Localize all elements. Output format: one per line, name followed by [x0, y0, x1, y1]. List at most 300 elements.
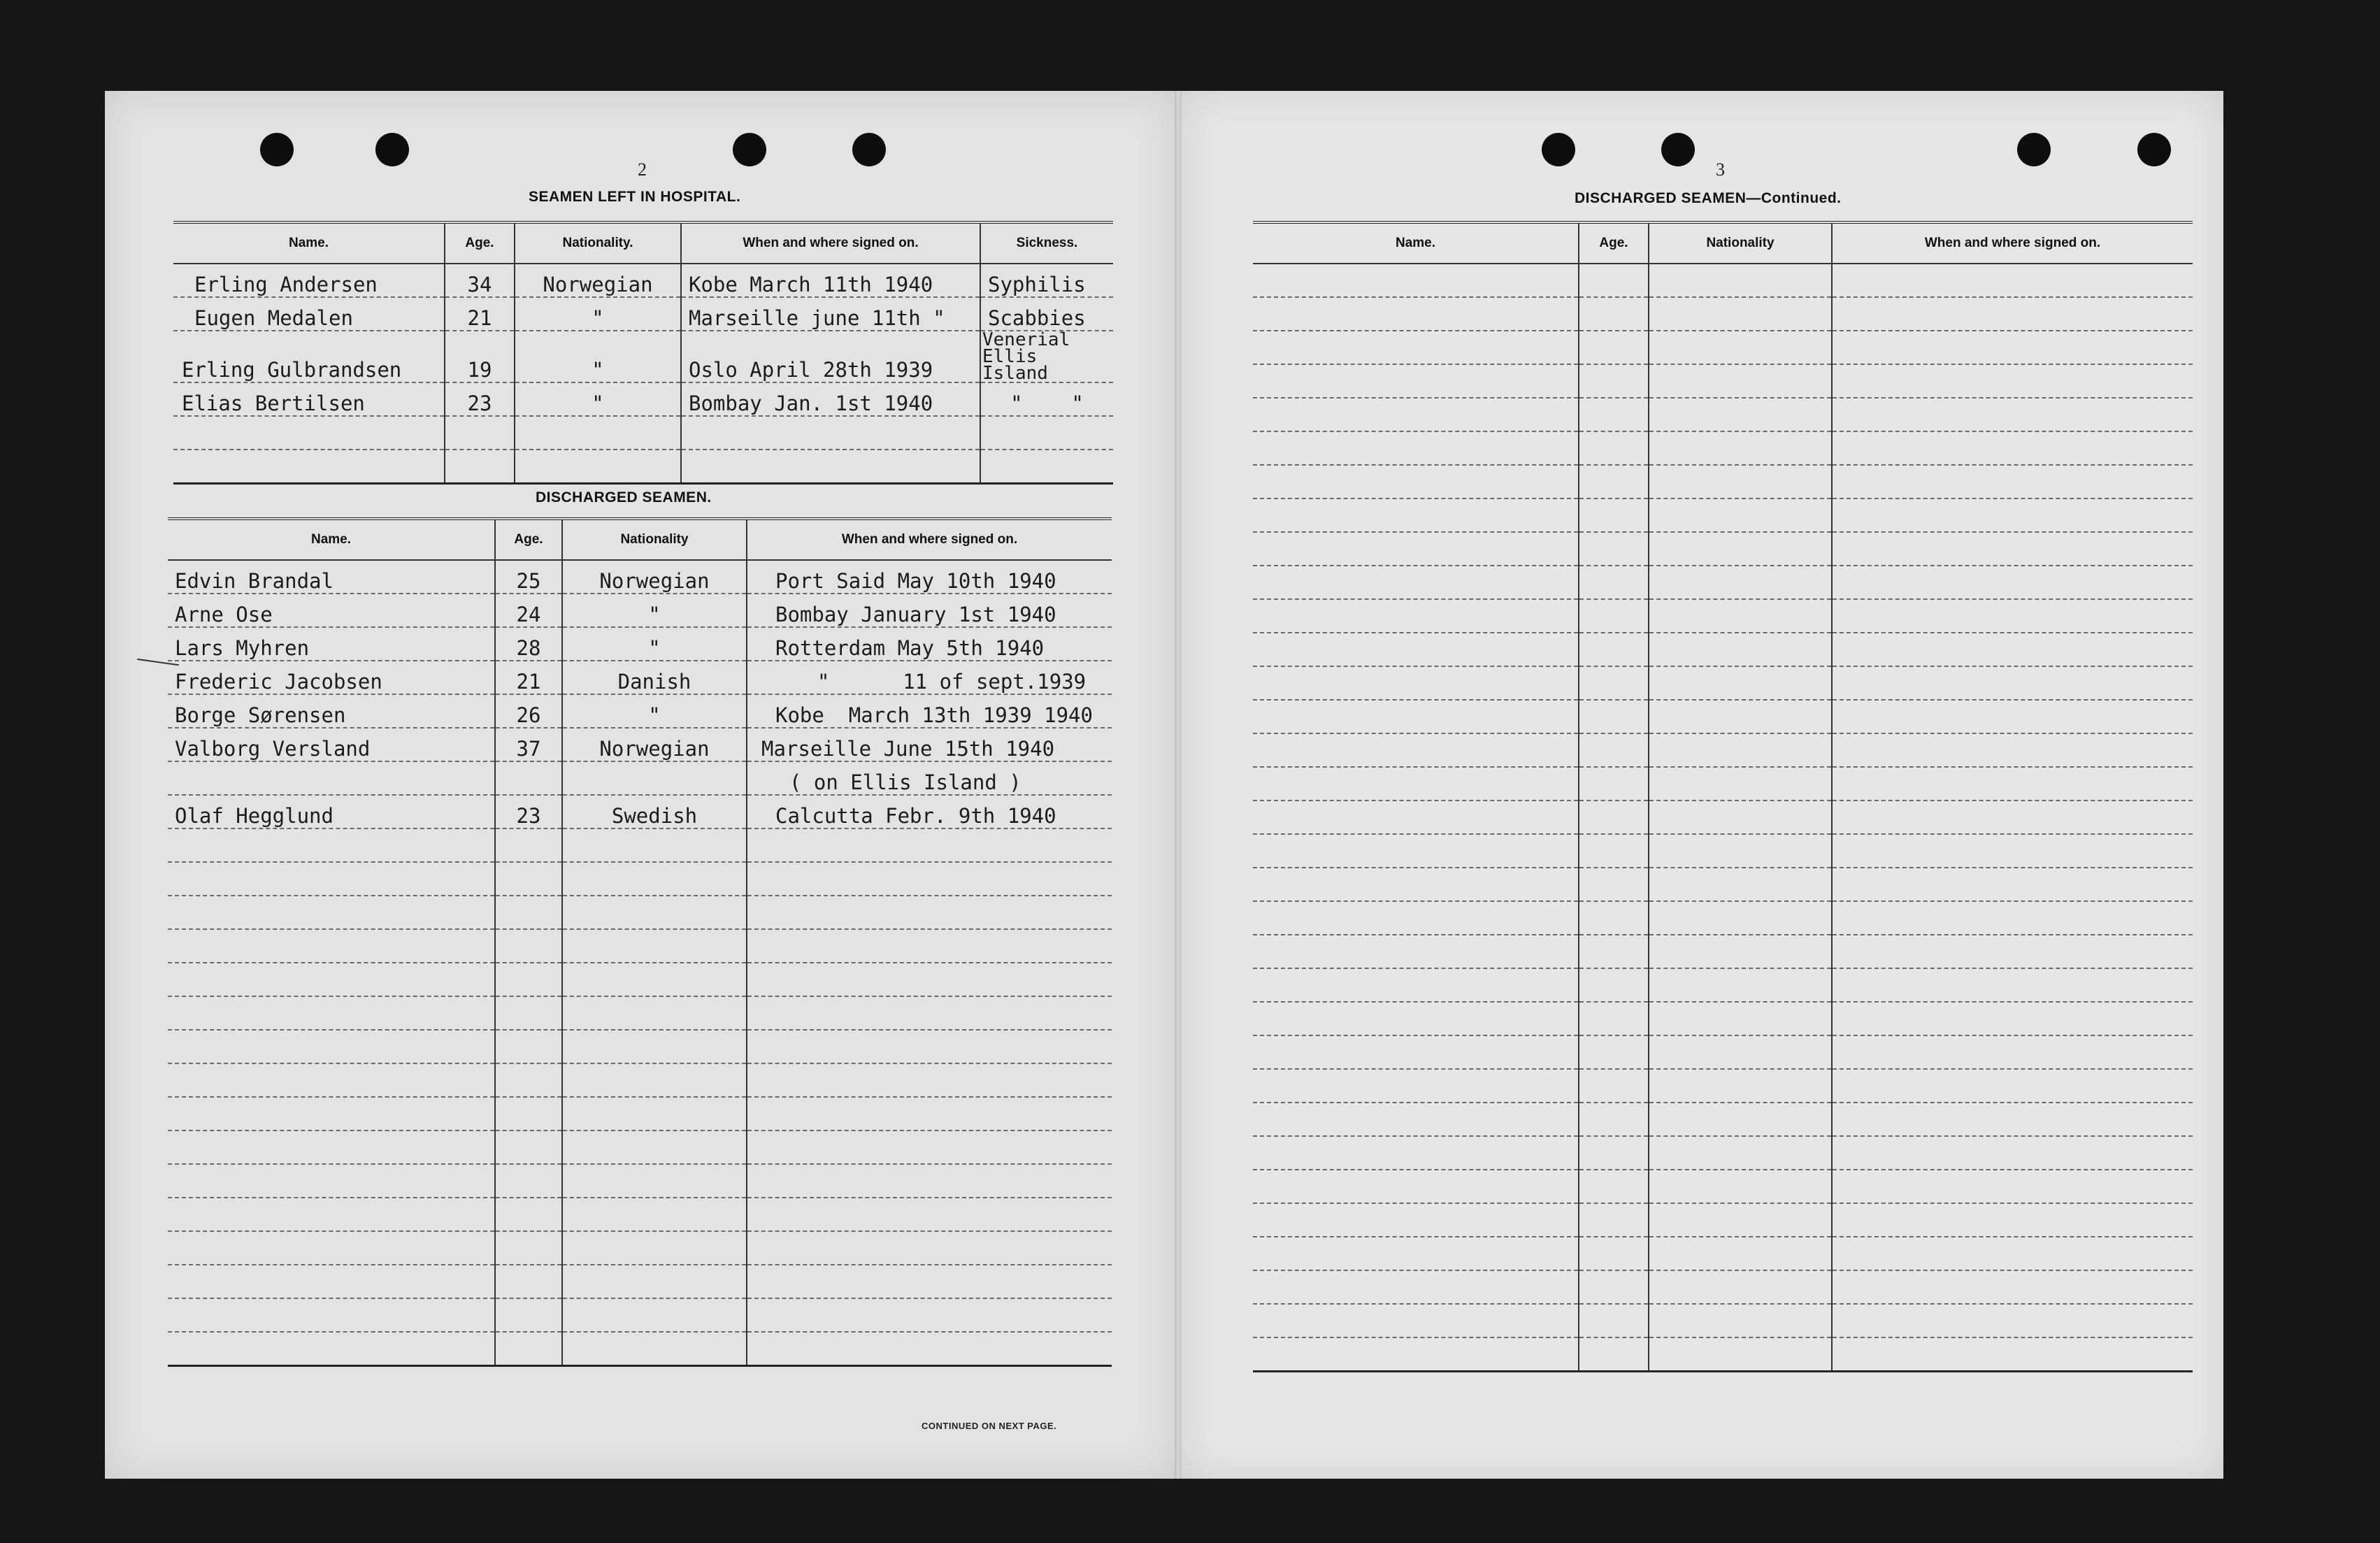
blank-cell: [1579, 767, 1649, 801]
blank-cell: [562, 996, 747, 1030]
blank-row: [1253, 1069, 2193, 1103]
seaman-name: Frederic Jacobsen: [168, 661, 495, 694]
blank-cell: [1253, 1035, 1579, 1069]
blank-cell: [747, 929, 1112, 963]
blank-cell: [495, 1030, 562, 1063]
discharged-row: [168, 627, 1112, 661]
blank-cell: [495, 1231, 562, 1265]
seaman-age: [495, 761, 562, 795]
blank-cell: [1832, 1136, 2193, 1170]
blank-cell: [562, 1298, 747, 1332]
header-signed-on: When and where signed on.: [681, 222, 980, 264]
blank-cell: [1832, 431, 2193, 465]
blank-cell: [1579, 364, 1649, 398]
blank-cell: [1579, 465, 1649, 498]
seaman-nationality: ": [562, 627, 747, 661]
blank-row: [168, 1131, 1112, 1164]
page-number-right: 3: [1716, 159, 1725, 180]
blank-cell: [747, 1265, 1112, 1298]
blank-cell: [1649, 1136, 1832, 1170]
hospital-header-row: [173, 222, 1113, 264]
seaman-signed-on: Bombay January 1st 1940: [747, 594, 1112, 627]
punch-hole: [2137, 133, 2171, 166]
blank-row: [1253, 868, 2193, 901]
blank-row: [168, 963, 1112, 996]
blank-cell: [1649, 1304, 1832, 1337]
blank-cell: [1832, 868, 2193, 901]
hospital-row: [173, 264, 1113, 297]
seaman-age: 37: [495, 728, 562, 761]
seaman-name: Olaf Hegglund: [168, 795, 495, 828]
blank-row: [1253, 767, 2193, 801]
blank-cell: [747, 1097, 1112, 1131]
blank-cell: [1832, 935, 2193, 968]
blank-cell: [1832, 264, 2193, 297]
punch-hole: [1542, 133, 1575, 166]
seaman-signed-on: " 11 of sept.1939: [747, 661, 1112, 694]
blank-cell: [168, 1063, 495, 1097]
blank-cell: [1649, 633, 1832, 666]
seaman-nationality: Norwegian: [515, 264, 681, 297]
blank-cell: [1579, 935, 1649, 968]
blank-row: [168, 1030, 1112, 1063]
blank-cell: [1649, 264, 1832, 297]
header-name: Name.: [173, 222, 445, 264]
blank-cell: [562, 896, 747, 929]
blank-row: [1253, 264, 2193, 297]
discharged-row: [168, 795, 1112, 828]
blank-cell: [1832, 566, 2193, 599]
blank-cell: [747, 1298, 1112, 1332]
header-nationality: Nationality: [562, 519, 747, 560]
blank-cell: [562, 1164, 747, 1198]
blank-cell: [1253, 1270, 1579, 1304]
seaman-signed-on: Bombay Jan. 1st 1940: [681, 382, 980, 416]
seaman-age: 25: [495, 560, 562, 594]
blank-cell: [1579, 566, 1649, 599]
blank-cell: [1832, 599, 2193, 633]
blank-cell: [1579, 834, 1649, 868]
discharged-continued-table: [1253, 221, 2193, 1372]
blank-row: [1253, 1337, 2193, 1372]
blank-cell: [1253, 264, 1579, 297]
seaman-name: Elias Bertilsen: [173, 382, 445, 416]
blank-cell: [747, 1030, 1112, 1063]
seaman-age: 19: [445, 331, 515, 382]
seaman-name: [168, 761, 495, 795]
blank-cell: [1832, 767, 2193, 801]
blank-cell: [1649, 1103, 1832, 1136]
blank-cell: [168, 996, 495, 1030]
blank-cell: [1649, 1270, 1832, 1304]
blank-row: [1253, 1304, 2193, 1337]
seaman-name: Edvin Brandal: [168, 560, 495, 594]
hospital-row: [173, 331, 1113, 382]
blank-cell: [747, 1164, 1112, 1198]
seaman-age: 34: [445, 264, 515, 297]
blank-cell: [1579, 1304, 1649, 1337]
blank-row: [1253, 1170, 2193, 1203]
discharged-row: [168, 694, 1112, 728]
blank-cell: [1649, 566, 1832, 599]
hospital-table: [173, 221, 1113, 485]
hospital-row: [173, 416, 1113, 450]
blank-cell: [495, 828, 562, 862]
blank-cell: [1579, 1170, 1649, 1203]
blank-cell: [1579, 1136, 1649, 1170]
discharged-table: [168, 517, 1112, 1367]
discharged-row: [168, 560, 1112, 594]
blank-cell: [747, 1332, 1112, 1366]
seaman-signed-on: Kobe March 11th 1940: [681, 264, 980, 297]
blank-cell: [1253, 801, 1579, 834]
seaman-name: Erling Andersen: [173, 264, 445, 297]
blank-cell: [562, 929, 747, 963]
seaman-signed-on: Marseille june 11th ": [681, 297, 980, 331]
blank-cell: [1579, 801, 1649, 834]
blank-cell: [1649, 834, 1832, 868]
blank-cell: [562, 1332, 747, 1366]
blank-row: [1253, 1237, 2193, 1270]
blank-cell: [1832, 297, 2193, 331]
hospital-row: [173, 382, 1113, 416]
seaman-signed-on: ( on Ellis Island ): [747, 761, 1112, 795]
blank-cell: [168, 862, 495, 896]
blank-cell: [1253, 297, 1579, 331]
blank-cell: [1832, 801, 2193, 834]
blank-row: [1253, 968, 2193, 1002]
blank-cell: [1253, 398, 1579, 431]
blank-row: [1253, 700, 2193, 733]
seaman-age: 21: [445, 297, 515, 331]
blank-row: [1253, 566, 2193, 599]
seaman-nationality: Danish: [562, 661, 747, 694]
blank-row: [1253, 1270, 2193, 1304]
blank-cell: [1253, 532, 1579, 566]
blank-row: [1253, 532, 2193, 566]
blank-cell: [1579, 398, 1649, 431]
blank-cell: [495, 1131, 562, 1164]
blank-cell: [1649, 532, 1832, 566]
blank-cell: [1579, 297, 1649, 331]
punch-hole: [260, 133, 294, 166]
blank-cell: [747, 862, 1112, 896]
seaman-signed-on: Rotterdam May 5th 1940: [747, 627, 1112, 661]
blank-cell: [1579, 1103, 1649, 1136]
blank-cell: [1579, 1270, 1649, 1304]
blank-cell: [562, 1063, 747, 1097]
blank-cell: [562, 1198, 747, 1231]
page-fold: [1175, 91, 1182, 1479]
blank-row: [1253, 1136, 2193, 1170]
discharged-row: [168, 728, 1112, 761]
blank-cell: [562, 1131, 747, 1164]
blank-cell: [747, 896, 1112, 929]
discharged-header-row: [168, 519, 1112, 560]
blank-cell: [1253, 1337, 1579, 1372]
blank-cell: [1253, 599, 1579, 633]
blank-cell: [1649, 331, 1832, 364]
blank-cell: [1649, 868, 1832, 901]
seaman-sickness: Scabbies: [980, 297, 1113, 331]
blank-cell: [1832, 331, 2193, 364]
blank-cell: [1832, 398, 2193, 431]
seaman-age: 23: [445, 382, 515, 416]
blank-cell: [168, 1097, 495, 1131]
blank-row: [168, 862, 1112, 896]
right-header-row: [1253, 222, 2193, 264]
blank-cell: [562, 1097, 747, 1131]
seaman-sickness: Venerial Ellis Island: [980, 331, 1113, 382]
blank-row: [1253, 465, 2193, 498]
seaman-name: Borge Sørensen: [168, 694, 495, 728]
blank-row: [1253, 364, 2193, 398]
blank-row: [1253, 834, 2193, 868]
blank-cell: [1832, 1203, 2193, 1237]
blank-cell: [495, 1265, 562, 1298]
blank-row: [1253, 666, 2193, 700]
seaman-age: 21: [495, 661, 562, 694]
hospital-section-title: SEAMEN LEFT IN HOSPITAL.: [529, 189, 741, 205]
punch-hole: [375, 133, 409, 166]
blank-cell: [1649, 431, 1832, 465]
blank-cell: [168, 828, 495, 862]
blank-row: [168, 1265, 1112, 1298]
header-name: Name.: [168, 519, 495, 560]
blank-cell: [168, 1131, 495, 1164]
seaman-name: Erling Gulbrandsen: [173, 331, 445, 382]
blank-cell: [1253, 834, 1579, 868]
blank-cell: [1253, 331, 1579, 364]
header-signed-on: When and where signed on.: [1832, 222, 2193, 264]
seaman-signed-on: Marseille June 15th 1940: [747, 728, 1112, 761]
blank-row: [1253, 398, 2193, 431]
blank-cell: [1832, 834, 2193, 868]
blank-cell: [562, 963, 747, 996]
header-age: Age.: [495, 519, 562, 560]
blank-row: [1253, 801, 2193, 834]
blank-cell: [747, 1198, 1112, 1231]
seaman-name: Valborg Versland: [168, 728, 495, 761]
blank-row: [168, 1231, 1112, 1265]
header-age: Age.: [445, 222, 515, 264]
blank-cell: [747, 1063, 1112, 1097]
blank-cell: [1579, 532, 1649, 566]
blank-cell: [495, 1164, 562, 1198]
blank-cell: [1649, 968, 1832, 1002]
blank-cell: [1579, 264, 1649, 297]
blank-cell: [1579, 968, 1649, 1002]
blank-row: [1253, 935, 2193, 968]
blank-cell: [1649, 767, 1832, 801]
seaman-nationality: [562, 761, 747, 795]
seaman-age: [445, 416, 515, 450]
blank-cell: [1649, 700, 1832, 733]
blank-cell: [1832, 633, 2193, 666]
blank-cell: [495, 862, 562, 896]
blank-cell: [1253, 431, 1579, 465]
blank-cell: [562, 862, 747, 896]
blank-cell: [1253, 1304, 1579, 1337]
blank-cell: [1832, 498, 2193, 532]
blank-cell: [1579, 1035, 1649, 1069]
blank-cell: [1649, 801, 1832, 834]
blank-cell: [1253, 1002, 1579, 1035]
blank-cell: [1579, 633, 1649, 666]
seaman-nationality: Norwegian: [562, 560, 747, 594]
blank-cell: [562, 1265, 747, 1298]
blank-cell: [1253, 633, 1579, 666]
discharged-row: [168, 594, 1112, 627]
seaman-sickness: " ": [980, 382, 1113, 416]
blank-cell: [495, 929, 562, 963]
seaman-age: 28: [495, 627, 562, 661]
blank-cell: [495, 1063, 562, 1097]
blank-cell: [1579, 700, 1649, 733]
blank-cell: [1832, 700, 2193, 733]
blank-row: [168, 1332, 1112, 1366]
seaman-sickness: [980, 416, 1113, 450]
blank-cell: [1649, 1337, 1832, 1372]
blank-row: [1253, 1035, 2193, 1069]
blank-cell: [747, 1231, 1112, 1265]
blank-cell: [495, 1097, 562, 1131]
blank-cell: [1253, 901, 1579, 935]
seaman-nationality: ": [562, 594, 747, 627]
punch-hole: [852, 133, 886, 166]
blank-cell: [1832, 666, 2193, 700]
blank-cell: [747, 963, 1112, 996]
blank-cell: [1832, 968, 2193, 1002]
blank-cell: [1253, 1136, 1579, 1170]
blank-cell: [168, 1298, 495, 1332]
blank-cell: [562, 1030, 747, 1063]
blank-cell: [1579, 868, 1649, 901]
blank-cell: [495, 896, 562, 929]
header-nationality: Nationality: [1649, 222, 1832, 264]
right-section-title: DISCHARGED SEAMEN—Continued.: [1575, 190, 1842, 206]
blank-cell: [1579, 733, 1649, 767]
blank-cell: [1649, 398, 1832, 431]
seaman-nationality: [515, 416, 681, 450]
blank-row: [168, 996, 1112, 1030]
blank-cell: [1832, 465, 2193, 498]
blank-cell: [562, 1231, 747, 1265]
blank-cell: [1832, 1337, 2193, 1372]
blank-cell: [168, 1030, 495, 1063]
blank-cell: [1579, 666, 1649, 700]
blank-row: [168, 896, 1112, 929]
blank-cell: [1649, 935, 1832, 968]
blank-cell: [1253, 465, 1579, 498]
blank-cell: [1832, 364, 2193, 398]
hospital-row-spacer: [173, 450, 1113, 484]
blank-cell: [1832, 1002, 2193, 1035]
blank-cell: [1832, 1103, 2193, 1136]
blank-cell: [1253, 767, 1579, 801]
blank-cell: [1832, 1237, 2193, 1270]
seaman-nationality: ": [515, 331, 681, 382]
seaman-sickness: Syphilis: [980, 264, 1113, 297]
blank-cell: [168, 929, 495, 963]
blank-row: [1253, 1002, 2193, 1035]
blank-cell: [168, 1198, 495, 1231]
seaman-nationality: Norwegian: [562, 728, 747, 761]
blank-cell: [1649, 599, 1832, 633]
blank-row: [1253, 901, 2193, 935]
blank-cell: [495, 1298, 562, 1332]
blank-cell: [1579, 599, 1649, 633]
blank-cell: [1649, 465, 1832, 498]
blank-cell: [562, 828, 747, 862]
blank-cell: [1649, 1002, 1832, 1035]
blank-cell: [495, 1198, 562, 1231]
blank-cell: [1832, 901, 2193, 935]
blank-row: [1253, 498, 2193, 532]
blank-cell: [1579, 431, 1649, 465]
discharged-row: [168, 761, 1112, 795]
punch-hole: [1661, 133, 1695, 166]
blank-cell: [1253, 868, 1579, 901]
blank-cell: [1649, 1237, 1832, 1270]
blank-cell: [1832, 1035, 2193, 1069]
blank-cell: [1832, 1069, 2193, 1103]
blank-cell: [1579, 1203, 1649, 1237]
blank-cell: [168, 1332, 495, 1366]
blank-cell: [168, 1265, 495, 1298]
blank-cell: [1253, 700, 1579, 733]
blank-row: [1253, 297, 2193, 331]
seaman-signed-on: Kobe March 13th 1939 1940: [747, 694, 1112, 728]
blank-cell: [168, 896, 495, 929]
seaman-signed-on: Oslo April 28th 1939: [681, 331, 980, 382]
blank-cell: [1579, 1002, 1649, 1035]
punch-hole: [733, 133, 766, 166]
blank-cell: [747, 996, 1112, 1030]
blank-row: [1253, 431, 2193, 465]
blank-row: [1253, 733, 2193, 767]
blank-cell: [495, 963, 562, 996]
blank-cell: [1649, 297, 1832, 331]
blank-cell: [1649, 1069, 1832, 1103]
blank-cell: [1253, 566, 1579, 599]
blank-cell: [168, 1164, 495, 1198]
blank-cell: [1253, 733, 1579, 767]
blank-cell: [1649, 1035, 1832, 1069]
blank-row: [1253, 1203, 2193, 1237]
discharged-row: [168, 661, 1112, 694]
blank-cell: [1649, 1170, 1832, 1203]
blank-cell: [495, 1332, 562, 1366]
seaman-nationality: ": [515, 297, 681, 331]
blank-row: [1253, 1103, 2193, 1136]
blank-row: [168, 828, 1112, 862]
blank-cell: [1579, 1237, 1649, 1270]
blank-cell: [1649, 364, 1832, 398]
blank-cell: [1253, 498, 1579, 532]
blank-cell: [1253, 968, 1579, 1002]
blank-cell: [495, 996, 562, 1030]
header-sickness: Sickness.: [980, 222, 1113, 264]
blank-cell: [1253, 935, 1579, 968]
header-signed-on: When and where signed on.: [747, 519, 1112, 560]
seaman-name: Arne Ose: [168, 594, 495, 627]
blank-cell: [1253, 1069, 1579, 1103]
seaman-name: Lars Myhren: [168, 627, 495, 661]
blank-cell: [1253, 1237, 1579, 1270]
blank-row: [168, 1097, 1112, 1131]
blank-cell: [1832, 1270, 2193, 1304]
